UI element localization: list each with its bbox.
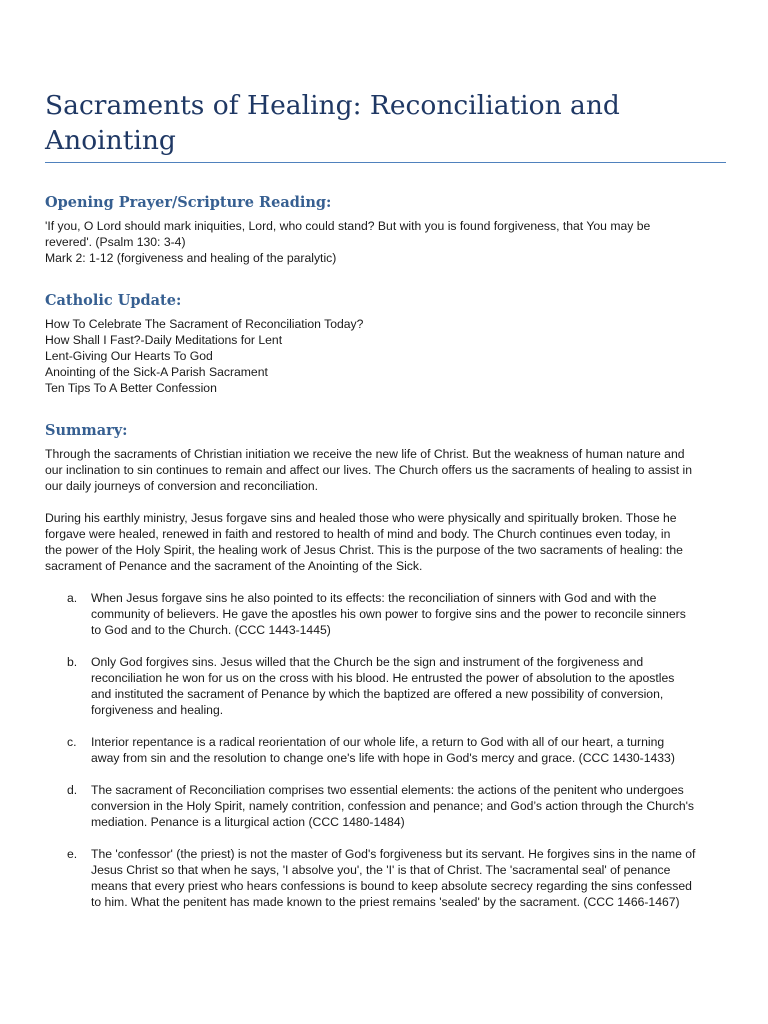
list-marker: a. xyxy=(67,591,78,605)
catholic-update-item: Ten Tips To A Better Confession xyxy=(45,381,217,395)
page-title: Sacraments of Healing: Reconciliation and Anointing xyxy=(45,90,620,156)
list-marker: b. xyxy=(67,655,78,669)
list-item-line: Interior repentance is a radical reorientation of our whole life, a return to God with all of our heart, a turning xyxy=(91,735,665,749)
opening-prayer-text xyxy=(45,218,726,266)
list-item-line: away from sin and the resolution to change one's life with hope in God's mercy and grace. (CCC 1430-1433) xyxy=(91,751,675,765)
list-item-line: Only God forgives sins. Jesus willed that the Church be the sign and instrument of the forgiveness and xyxy=(91,655,644,669)
catholic-update-item: How To Celebrate The Sacrament of Reconciliation Today? xyxy=(45,317,364,331)
summary-line: our inclination to sin continues to remain and affect our lives. The Church offers us the sacraments of healing to assist in xyxy=(45,463,692,477)
list-item-line: and instituted the sacrament of Penance by which the baptized are offered a new possibility of conversion, xyxy=(91,687,664,701)
list-item-line: to God and to the Church. (CCC 1443-1445) xyxy=(91,623,331,637)
title-divider xyxy=(45,162,726,163)
summary-heading: Summary: xyxy=(45,422,128,439)
opening-prayer-section xyxy=(45,193,726,266)
list-item xyxy=(45,654,726,718)
summary-line: our daily journeys of conversion and reconciliation. xyxy=(45,479,319,493)
summary-section xyxy=(45,421,726,926)
scripture-line: 'If you, O Lord should mark iniquities, Lord, who could stand? But with you is found forgiveness, that You may be xyxy=(45,219,651,233)
list-item-line: community of believers. He gave the apostles his own power to forgive sins and the power to reconcile sinners xyxy=(91,607,686,621)
list-marker: e. xyxy=(67,847,78,861)
catholic-update-section xyxy=(45,291,726,396)
list-item-line: Jesus Christ so that when he says, 'I absolve you', the 'I' is that of Christ. The 'sacramental seal' of penance xyxy=(91,863,671,877)
catholic-update-list xyxy=(45,316,726,396)
scripture-line: revered'. (Psalm 130: 3-4) xyxy=(45,235,186,249)
summary-paragraph xyxy=(45,446,726,494)
list-item-line: mediation. Penance is a liturgical action (CCC 1480-1484) xyxy=(91,815,405,829)
list-item-line: reconciliation he won for us on the cross with his blood. He entrusted the power of absolution to the apostles xyxy=(91,671,675,685)
catholic-update-item: How Shall I Fast?-Daily Meditations for Lent xyxy=(45,333,283,347)
catholic-update-heading: Catholic Update: xyxy=(45,292,182,309)
list-item-line: to him. What the penitent has made known to the priest remains 'sealed' by the sacrament. (CCC 1466-1467) xyxy=(91,895,680,909)
list-item-line: When Jesus forgave sins he also pointed to its effects: the reconciliation of sinners with God and with the xyxy=(91,591,657,605)
list-item-line: means that every priest who hears confessions is bound to keep absolute secrecy regarding the sins confessed xyxy=(91,879,692,893)
summary-paragraph xyxy=(45,510,726,574)
list-item xyxy=(45,846,726,910)
summary-line: sacrament of Penance and the sacrament of the Anointing of the Sick. xyxy=(45,559,423,573)
summary-line: forgave were healed, renewed in faith and restored to health of mind and body. The Church continues even today, in xyxy=(45,527,671,541)
list-item-line: The sacrament of Reconciliation comprises two essential elements: the actions of the penitent who undergoes xyxy=(91,783,684,797)
summary-line: During his earthly ministry, Jesus forgave sins and healed those who were physically and spiritually broken. Those he xyxy=(45,511,677,525)
opening-prayer-heading: Opening Prayer/Scripture Reading: xyxy=(45,194,332,211)
scripture-line: Mark 2: 1-12 (forgiveness and healing of the paralytic) xyxy=(45,251,337,265)
list-item xyxy=(45,590,726,638)
summary-body xyxy=(45,446,726,910)
list-item-line: The 'confessor' (the priest) is not the master of God's forgiveness but its servant. He forgives sins in the name of xyxy=(91,847,696,861)
list-item-line: conversion in the Holy Spirit, namely contrition, confession and penance; and God’s action through the Church's xyxy=(91,799,695,813)
summary-line: the power of the Holy Spirit, the healing work of Jesus Christ. This is the purpose of the two sacraments of healing: the xyxy=(45,543,683,557)
catholic-update-item: Anointing of the Sick-A Parish Sacrament xyxy=(45,365,268,379)
catholic-update-item: Lent-Giving Our Hearts To God xyxy=(45,349,213,363)
list-item xyxy=(45,782,726,830)
summary-line: Through the sacraments of Christian initiation we receive the new life of Christ. But the weakness of human nature and xyxy=(45,447,685,461)
list-item xyxy=(45,734,726,766)
list-marker: c. xyxy=(67,735,77,749)
list-item-line: forgiveness and healing. xyxy=(91,703,224,717)
list-marker: d. xyxy=(67,783,78,797)
